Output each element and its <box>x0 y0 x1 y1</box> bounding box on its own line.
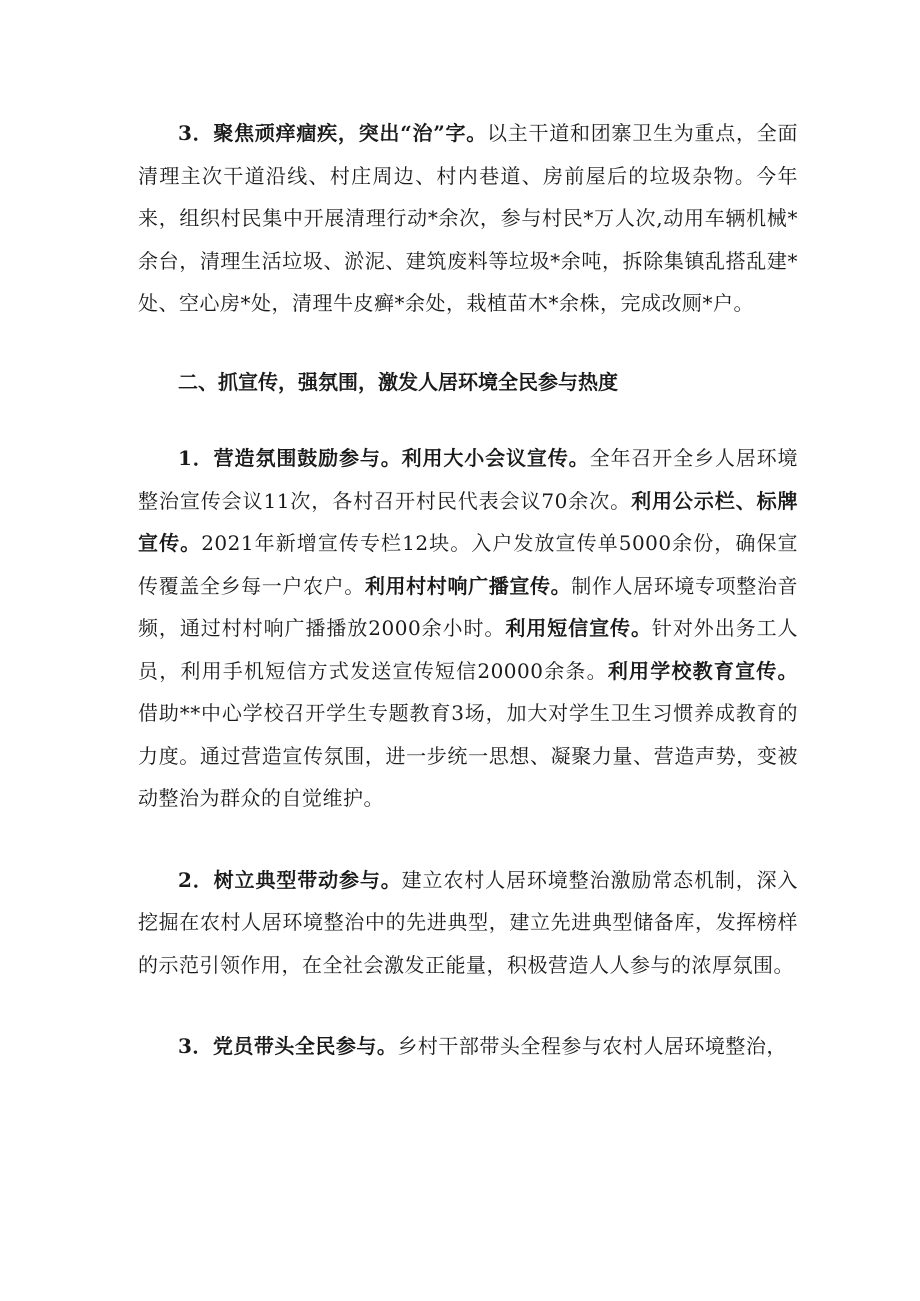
paragraph-lead: 2．树立典型带动参与。 <box>178 867 402 892</box>
subpoint-meetings-text: 全年召开全乡人居环境整治宣传会议11次，各村召开村民代表会议70余次。 <box>138 446 799 513</box>
paragraph-party-members <box>138 1025 798 1068</box>
document-page <box>138 112 798 1068</box>
subpoint-sms-text: 针对外出务工人员，利用手机短信方式发送宣传短信20000余条。 <box>138 616 799 683</box>
subpoint-boards-title: 利用公示栏、标牌宣传。 <box>138 488 799 555</box>
subpoint-boards-text: 2021年新增宣传专栏12块。入户发放宣传单5000余份，确保宣传覆盖全乡每一户农户。 <box>138 531 799 598</box>
paragraph-body: 建立农村人居环境整治激励常态机制，深入挖掘在农村人居环境整治中的先进典型，建立先进典型储备库，发挥榜样的示范引领作用，在全社会激发正能量，积极营造人人参与的浓厚氛围。 <box>138 867 799 977</box>
subpoint-meetings-title: 利用大小会议宣传。 <box>401 446 590 470</box>
paragraph-body: 乡村干部带头全程参与农村人居环境整治， <box>397 1034 787 1058</box>
paragraph-focus-stubborn-problems <box>138 112 798 325</box>
paragraph-lead: 1．营造氛围鼓励参与。 <box>178 446 402 470</box>
subpoint-broadcast-title: 利用村村响广播宣传。 <box>364 573 572 598</box>
subpoint-school-title: 利用学校教育宣传。 <box>607 658 799 683</box>
paragraph-create-atmosphere <box>138 437 798 820</box>
paragraph-lead: 3．党员带头全民参与。 <box>178 1034 398 1058</box>
section-heading-publicity: 二、抓宣传，强氛围，激发人居环境全民参与热度 <box>178 369 618 394</box>
paragraph-role-models <box>138 859 798 987</box>
subpoint-school-text: 借助**中心学校召开学生专题教育3场，加大对学生卫生习惯养成教育的力度。通过营造宣传氛围，进一步统一思想、凝聚力量、营造声势，变被动整治为群众的自觉维护。 <box>138 701 798 810</box>
subpoint-broadcast-text: 制作人居环境专项整治音频，通过村村响广播播放2000余小时。 <box>138 573 799 640</box>
paragraph-lead: 3．聚焦顽痒痼疾，突出“治”字。 <box>178 121 487 145</box>
subpoint-sms-title: 利用短信宣传。 <box>505 616 652 640</box>
paragraph-body: 以主干道和团寨卫生为重点，全面清理主次干道沿线、村庄周边、村内巷道、房前屋后的垃圾杂物。今年来，组织村民集中开展清理行动*余次，参与村民*万人次,动用车辆机械*余台，清理生活垃圾、淤泥、建筑废料等垃圾*余吨，拆除集镇乱搭乱建*处、空心房*处，清理牛皮癣*余处，栽植苗木*余株，完成改厕*户。 <box>138 121 798 315</box>
